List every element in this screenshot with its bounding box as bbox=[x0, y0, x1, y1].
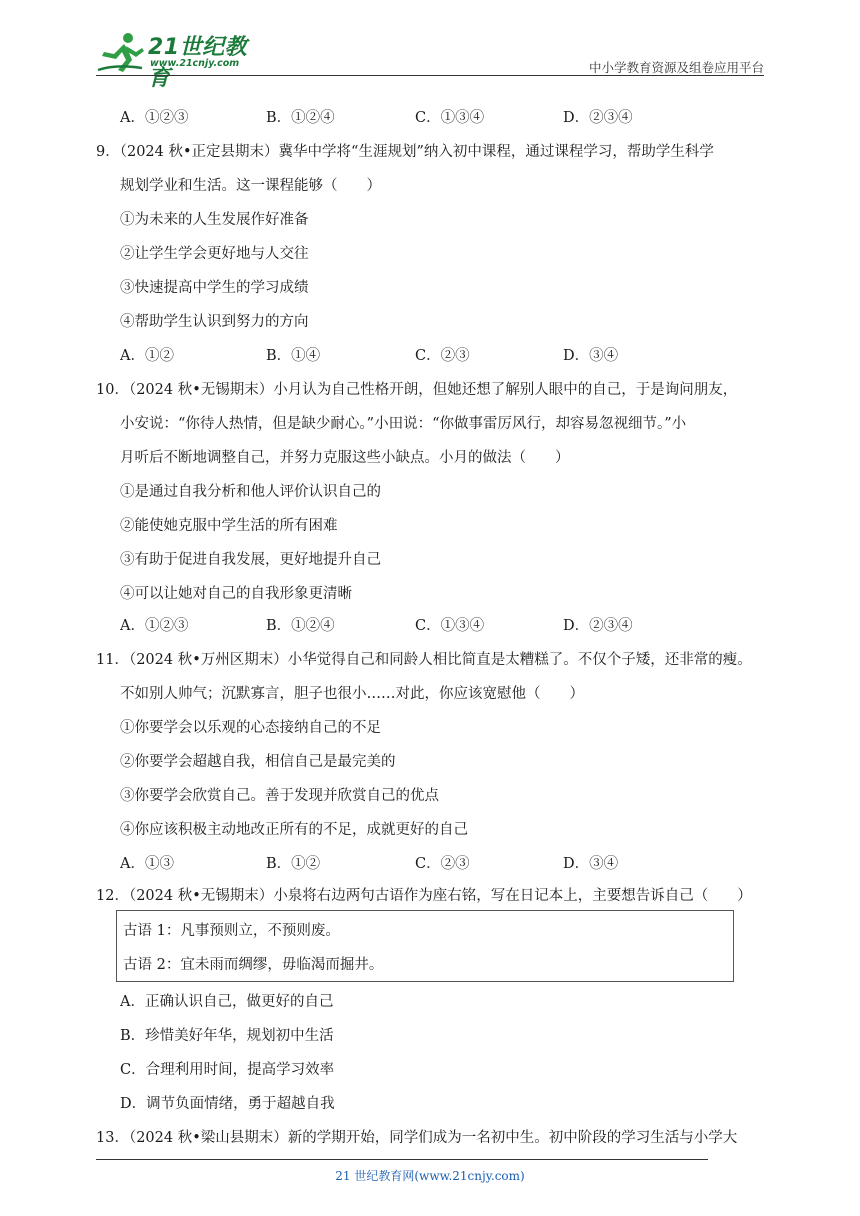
choice-c: C．合理利用时间，提高学习效率 bbox=[120, 1062, 335, 1078]
logo-text: 21世纪教育 bbox=[148, 35, 248, 91]
statement-item: ②你要学会超越自我，相信自己是最完美的 bbox=[120, 754, 396, 770]
logo-url: www.21cnjy.com bbox=[150, 58, 240, 69]
header-divider bbox=[96, 75, 764, 76]
option-a: A．①②③ bbox=[120, 618, 189, 634]
option-d: D．②③④ bbox=[563, 110, 633, 126]
question-text: 小安说：“你待人热情，但是缺少耐心。”小田说：“你做事雷厉风行，却容易忽视细节。”小 bbox=[120, 416, 687, 432]
option-b: B．①②④ bbox=[266, 618, 335, 634]
question-text: 10．（2024 秋•无锡期末）小月认为自己性格开朗，但她还想了解别人眼中的自己，于是询问朋友， bbox=[96, 382, 738, 398]
option-a: A．①② bbox=[120, 348, 174, 364]
footer-link[interactable]: 21 世纪教育网(www.21cnjy.com) bbox=[335, 1169, 525, 1183]
runner-logo-icon bbox=[96, 30, 146, 76]
question-text: 12．（2024 秋•无锡期末）小泉将右边两句古语作为座右铭，写在日记本上，主要想告诉自己（ ） bbox=[96, 888, 752, 904]
statement-item: ④你应该积极主动地改正所有的不足，成就更好的自己 bbox=[120, 822, 468, 838]
statement-item: ④可以让她对自己的自我形象更清晰 bbox=[120, 586, 352, 602]
statement-item: ①你要学会以乐观的心态接纳自己的不足 bbox=[120, 720, 381, 736]
choice-b: B．珍惜美好年华，规划初中生活 bbox=[120, 1028, 334, 1044]
statement-item: ①是通过自我分析和他人评价认识自己的 bbox=[120, 484, 381, 500]
statement-item: ②让学生学会更好地与人交往 bbox=[120, 246, 309, 262]
footer-divider bbox=[96, 1159, 708, 1160]
option-c: C．①③④ bbox=[415, 618, 485, 634]
option-b: B．①④ bbox=[266, 348, 321, 364]
option-d: D．③④ bbox=[563, 348, 619, 364]
option-a: A．①③ bbox=[120, 856, 174, 872]
statement-item: ③快速提高中学生的学习成绩 bbox=[120, 280, 309, 296]
option-a: A．①②③ bbox=[120, 110, 189, 126]
quote-2: 古语 2：宜未雨而绸缪，毋临渴而掘井。 bbox=[123, 957, 384, 973]
choice-d: D．调节负面情绪，勇于超越自我 bbox=[120, 1096, 335, 1112]
option-d: D．③④ bbox=[563, 856, 619, 872]
question-text: 9．（2024 秋•正定县期末）冀华中学将“生涯规划”纳入初中课程，通过课程学习，帮助学生科学 bbox=[96, 144, 714, 160]
option-c: C．②③ bbox=[415, 348, 470, 364]
question-text: 不如别人帅气；沉默寡言，胆子也很小……对此，你应该宽慰他（ ） bbox=[120, 686, 584, 702]
question-text: 月听后不断地调整自己，并努力克服这些小缺点。小月的做法（ ） bbox=[120, 450, 570, 466]
statement-item: ④帮助学生认识到努力的方向 bbox=[120, 314, 309, 330]
quote-1: 古语 1：凡事预则立，不预则废。 bbox=[123, 923, 340, 939]
question-text: 规划学业和生活。这一课程能够（ ） bbox=[120, 178, 381, 194]
logo bbox=[96, 30, 266, 91]
statement-item: ②能使她克服中学生活的所有困难 bbox=[120, 518, 338, 534]
statement-item: ①为未来的人生发展作好准备 bbox=[120, 212, 309, 228]
platform-name: 中小学教育资源及组卷应用平台 bbox=[588, 60, 764, 75]
statement-item: ③你要学会欣赏自己。善于发现并欣赏自己的优点 bbox=[120, 788, 439, 804]
quote-box bbox=[116, 910, 734, 982]
option-c: C．②③ bbox=[415, 856, 470, 872]
option-b: B．①② bbox=[266, 856, 321, 872]
statement-item: ③有助于促进自我发展，更好地提升自己 bbox=[120, 552, 381, 568]
option-b: B．①②④ bbox=[266, 110, 335, 126]
option-c: C．①③④ bbox=[415, 110, 485, 126]
question-text: 11．（2024 秋•万州区期末）小华觉得自己和同龄人相比简直是太糟糕了。不仅个子矮，还非常的瘦。 bbox=[96, 652, 752, 668]
question-text: 13．（2024 秋•梁山县期末）新的学期开始，同学们成为一名初中生。初中阶段的学习生活与小学大 bbox=[96, 1130, 738, 1146]
choice-a: A．正确认识自己，做更好的自己 bbox=[120, 994, 334, 1010]
option-d: D．②③④ bbox=[563, 618, 633, 634]
